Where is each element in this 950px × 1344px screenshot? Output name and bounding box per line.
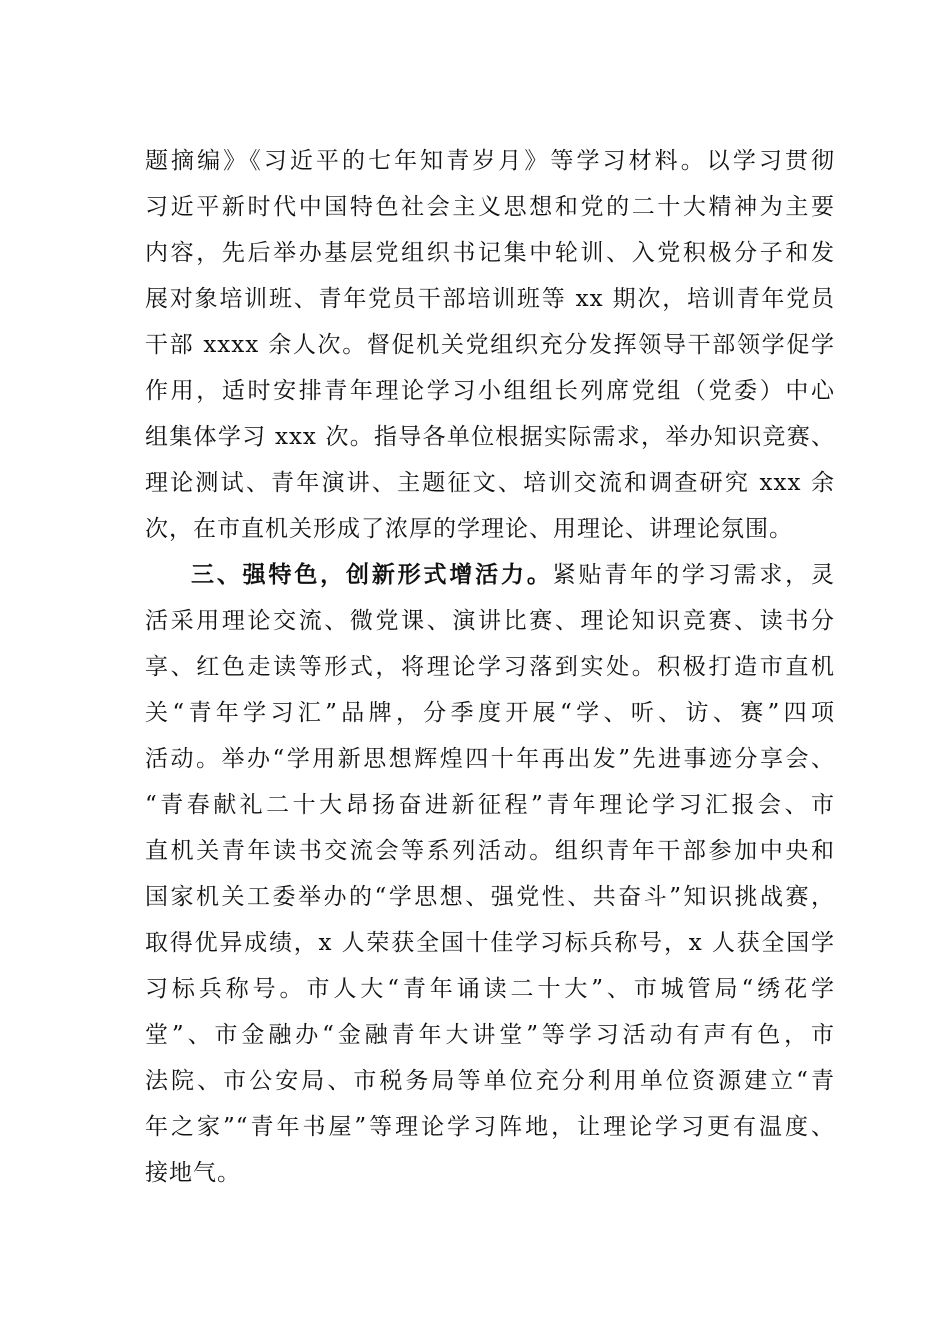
text-line: 干部 xxxx 余人次。督促机关党组织充分发挥领导干部领学促学 (145, 332, 835, 358)
text-line: 法院、市公安局、市税务局等单位充分利用单位资源建立“青 (145, 1068, 835, 1094)
paragraph-2 (145, 552, 835, 1196)
text-line: “青春献礼二十大昂扬奋进新征程”青年理论学习汇报会、市 (145, 792, 835, 818)
text-line: 展对象培训班、青年党员干部培训班等 xx 期次，培训青年党员 (145, 286, 835, 312)
text-line: 关“青年学习汇”品牌，分季度开展“学、听、访、赛”四项 (145, 700, 835, 726)
text-line: 习标兵称号。市人大“青年诵读二十大”、市城管局“绣花学 (145, 976, 835, 1002)
text-line: 取得优异成绩，x 人荣获全国十佳学习标兵称号，x 人获全国学 (145, 930, 835, 956)
section-first-line (145, 552, 835, 598)
text-line: 活动。举办“学用新思想辉煌四十年再出发”先进事迹分享会、 (145, 746, 835, 772)
section-first-line-text: 紧贴青年的学习需求，灵 (552, 562, 836, 588)
text-line: 享、红色走读等形式，将理论学习落到实处。积极打造市直机 (145, 654, 835, 680)
text-line: 习近平新时代中国特色社会主义思想和党的二十大精神为主要 (145, 194, 835, 220)
text-line: 堂”、市金融办“金融青年大讲堂”等学习活动有声有色，市 (145, 1022, 835, 1048)
text-line: 作用，适时安排青年理论学习小组组长列席党组（党委）中心 (145, 378, 835, 404)
paragraph-1 (145, 138, 835, 552)
text-line: 题摘编》《习近平的七年知青岁月》等学习材料。以学习贯彻 (145, 148, 835, 174)
text-line: 国家机关工委举办的“学思想、强党性、共奋斗”知识挑战赛， (145, 884, 835, 910)
text-line: 内容，先后举办基层党组织书记集中轮训、入党积极分子和发 (145, 240, 835, 266)
text-line: 年之家”“青年书屋”等理论学习阵地，让理论学习更有温度、 (145, 1114, 835, 1140)
text-line: 理论测试、青年演讲、主题征文、培训交流和调查研究 xxx 余 (145, 470, 835, 496)
text-line: 直机关青年读书交流会等系列活动。组织青年干部参加中央和 (145, 838, 835, 864)
text-line: 次，在市直机关形成了浓厚的学理论、用理论、讲理论氛围。 (145, 516, 793, 542)
body-text (145, 138, 835, 1196)
text-line: 活采用理论交流、微党课、演讲比赛、理论知识竞赛、读书分 (145, 608, 835, 634)
text-line: 组集体学习 xxx 次。指导各单位根据实际需求，举办知识竞赛、 (145, 424, 835, 450)
section-heading: 三、强特色，创新形式增活力。 (191, 561, 553, 588)
text-line: 接地气。 (145, 1160, 241, 1186)
